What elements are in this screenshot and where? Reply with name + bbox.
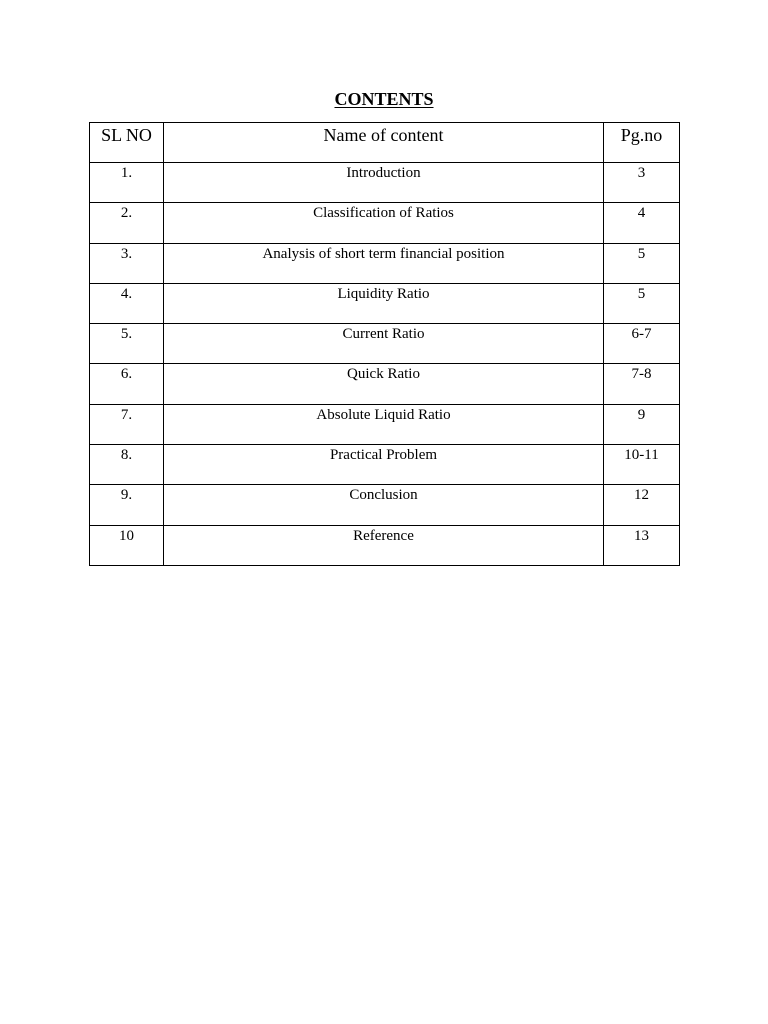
row-content-name: Introduction <box>164 163 604 203</box>
row-sl-no: 4. <box>90 283 164 323</box>
header-sl-no: SL NO <box>90 123 164 163</box>
table-row <box>90 404 680 444</box>
table-row <box>90 445 680 485</box>
row-content-name: Quick Ratio <box>164 364 604 404</box>
row-page-number: 3 <box>604 163 680 203</box>
row-sl-no: 1. <box>90 163 164 203</box>
row-sl-no: 6. <box>90 364 164 404</box>
table-row <box>90 525 680 565</box>
row-content-name: Reference <box>164 525 604 565</box>
row-page-number: 12 <box>604 485 680 525</box>
row-page-number: 5 <box>604 283 680 323</box>
row-page-number: 6-7 <box>604 324 680 364</box>
row-page-number: 10-11 <box>604 445 680 485</box>
table-row <box>90 324 680 364</box>
row-content-name: Analysis of short term financial position <box>164 243 604 283</box>
row-page-number: 5 <box>604 243 680 283</box>
row-content-name: Practical Problem <box>164 445 604 485</box>
row-page-number: 4 <box>604 203 680 243</box>
header-name-of-content: Name of content <box>164 123 604 163</box>
row-sl-no: 5. <box>90 324 164 364</box>
row-sl-no: 9. <box>90 485 164 525</box>
contents-table <box>89 122 680 566</box>
table-row <box>90 364 680 404</box>
table-row <box>90 485 680 525</box>
row-page-number: 7-8 <box>604 364 680 404</box>
table-row <box>90 283 680 323</box>
row-page-number: 9 <box>604 404 680 444</box>
table-row <box>90 203 680 243</box>
row-sl-no: 2. <box>90 203 164 243</box>
table-row <box>90 243 680 283</box>
row-sl-no: 7. <box>90 404 164 444</box>
row-content-name: Absolute Liquid Ratio <box>164 404 604 444</box>
row-sl-no: 8. <box>90 445 164 485</box>
row-page-number: 13 <box>604 525 680 565</box>
row-content-name: Conclusion <box>164 485 604 525</box>
page-title: CONTENTS <box>334 89 434 109</box>
table-row <box>90 163 680 203</box>
row-content-name: Classification of Ratios <box>164 203 604 243</box>
row-content-name: Current Ratio <box>164 324 604 364</box>
row-sl-no: 3. <box>90 243 164 283</box>
row-content-name: Liquidity Ratio <box>164 283 604 323</box>
table-header-row <box>90 123 680 163</box>
row-sl-no: 10 <box>90 525 164 565</box>
header-page-number: Pg.no <box>604 123 680 163</box>
